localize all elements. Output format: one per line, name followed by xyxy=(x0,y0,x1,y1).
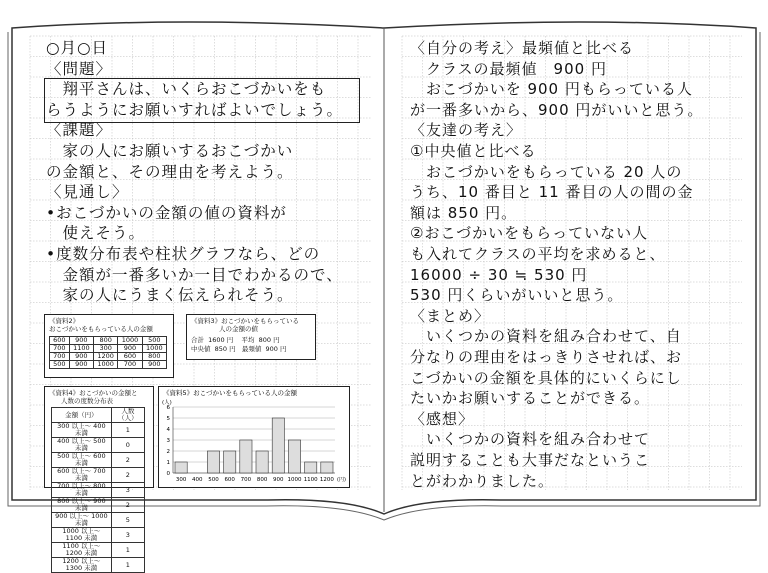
left-lines-line: 使えそう。 xyxy=(46,224,146,243)
doc4-cell: 2 xyxy=(111,498,144,513)
chart-xunit: (円) xyxy=(337,477,346,483)
doc3-panel xyxy=(186,314,316,360)
doc2-cell: 1200 xyxy=(94,353,118,361)
chart-bar xyxy=(224,451,236,473)
doc2-cell: 900 xyxy=(69,361,93,369)
problem-box xyxy=(44,78,360,123)
chart-xtick-label: 1100 xyxy=(303,477,318,483)
doc2-table xyxy=(49,336,167,369)
doc2-cell: 1100 xyxy=(69,345,93,353)
right-lines-line: 〈友達の考え〉 xyxy=(410,121,523,140)
chart-bar xyxy=(288,440,300,473)
chart-bar xyxy=(272,418,284,473)
right-lines-line: 〈まとめ〉 xyxy=(410,306,491,325)
doc4-cell: 600 以上〜 700 未満 xyxy=(52,468,112,483)
left-lines-line: 家の人にお願いするおこづかい xyxy=(46,142,294,160)
doc3-label-mean: 平均 xyxy=(241,336,255,344)
doc4-cell: 700 以上〜 800 未満 xyxy=(52,483,112,498)
doc4-cell: 1 xyxy=(111,543,144,558)
left-lines-line: 〈見通し〉 xyxy=(46,183,129,202)
chart-xtick-label: 400 xyxy=(192,477,203,483)
doc2-cell: 800 xyxy=(142,353,166,361)
left-lines-line: ○月○日 xyxy=(46,39,109,57)
left-lines-line: •度数分布表や柱状グラフなら、どの xyxy=(46,245,321,263)
chart-ytick-label: 2 xyxy=(166,449,170,455)
doc4-cell: 1 xyxy=(111,558,144,573)
chart-xtick-label: 800 xyxy=(256,477,268,483)
right-lines-line: いくつかの資料を組み合わせて、自 xyxy=(410,327,682,346)
chart-ytick-label: 1 xyxy=(166,460,170,466)
doc4-subtitle: 人数の度数分布表 xyxy=(61,397,113,405)
left-lines-line: 〈課題〉 xyxy=(46,121,113,140)
doc2-cell: 900 xyxy=(69,337,93,345)
right-lines-line: 額は 850 円。 xyxy=(410,203,518,222)
doc2-cell: 600 xyxy=(50,337,70,345)
doc4-header: 金額（円） xyxy=(52,408,112,423)
right-lines-line: 〈感想〉 xyxy=(410,409,475,428)
doc3-value-total: 1600 円 xyxy=(208,336,234,344)
left-lines-line: 翔平さんは、いくらおこづかいをも xyxy=(46,80,327,99)
chart-xtick-label: 700 xyxy=(240,477,252,483)
doc4-cell: 1000 以上〜 1100 未満 xyxy=(52,528,112,543)
doc4-cell: 500 以上〜 600 未満 xyxy=(52,453,112,468)
doc2-panel xyxy=(44,314,174,378)
doc2-cell: 1000 xyxy=(118,337,142,345)
chart-xtick-label: 900 xyxy=(273,477,284,483)
doc3-title: 《資料3》おこづかいをもらっている xyxy=(191,317,300,325)
doc3-value-mean: 800 円 xyxy=(258,336,280,344)
right-lines-line: こづかいの金額を具体的にいくらにし xyxy=(410,368,682,387)
right-lines-line: ②おこづかいをもらっていない人 xyxy=(410,224,649,243)
doc4-cell: 2 xyxy=(111,453,144,468)
chart-xtick-label: 500 xyxy=(208,477,219,483)
right-lines-line: が一番多いから、900 円がいいと思う。 xyxy=(410,100,704,119)
doc4-cell: 5 xyxy=(111,513,144,528)
doc2-cell: 500 xyxy=(50,361,70,369)
chart-ytick-label: 0 xyxy=(166,471,170,477)
doc4-cell: 3 xyxy=(111,528,144,543)
chart-ytick-label: 4 xyxy=(166,427,170,433)
right-lines-line: 16000 ÷ 30 ≒ 530 円 xyxy=(410,265,588,284)
doc2-cell: 900 xyxy=(142,361,166,369)
chart-xtick-label: 1200 xyxy=(319,477,334,483)
right-lines-line: ①中央値と比べる xyxy=(410,142,537,160)
doc4-header: 人数（人） xyxy=(111,408,144,423)
chart-xtick-label: 600 xyxy=(224,477,235,483)
right-lines-line: 説明することも大事だなというこ xyxy=(410,451,651,469)
chart-xtick-label: 1000 xyxy=(287,477,302,483)
right-lines-line: クラスの最頻値 900 円 xyxy=(410,59,607,78)
doc2-cell: 600 xyxy=(118,353,142,361)
right-lines-line: おこづかいをもらっている 20 人の xyxy=(410,162,683,181)
doc3-subtitle: 人の金額の値 xyxy=(219,325,258,333)
doc2-title: 《資料2》 xyxy=(49,317,80,325)
doc4-cell: 1200 以上〜 1300 未満 xyxy=(52,558,112,573)
doc2-cell: 700 xyxy=(50,353,70,361)
chart-title: 《資料5》おこづかいをもらっている人の金額 xyxy=(163,389,298,397)
chart-ytick-label: 5 xyxy=(166,416,170,422)
doc4-cell: 900 以上〜 1000 未満 xyxy=(52,513,112,528)
doc2-cell: 500 xyxy=(142,337,166,345)
right-lines-line: 530 円くらいがいいと思う。 xyxy=(410,286,624,305)
left-lines-line: 金額が一番多いか一目でわかるので、 xyxy=(46,265,343,284)
chart-bar xyxy=(175,462,187,473)
right-lines-line: 分なりの理由をはっきりさせれば、お xyxy=(410,348,683,366)
doc2-subtitle: おこづかいをもらっている人の金額 xyxy=(49,325,153,333)
right-lines-line: おこづかいを 900 円もらっている人 xyxy=(410,80,693,99)
right-lines-line: も入れてクラスの平均を求めると、 xyxy=(410,245,666,263)
doc3-label-mode: 最頻値 xyxy=(241,345,262,353)
doc3-value-median: 850 円 xyxy=(214,345,236,353)
doc2-cell: 900 xyxy=(69,353,93,361)
doc4-cell: 400 以上〜 500 未満 xyxy=(52,438,112,453)
doc4-cell: 1100 以上〜 1200 未満 xyxy=(52,543,112,558)
chart-bar xyxy=(256,451,268,473)
doc3-row1 xyxy=(191,336,280,344)
left-lines-line: の金額と、その理由を考えよう。 xyxy=(46,162,294,181)
chart-ytick-label: 3 xyxy=(166,438,170,444)
chart-xtick-label: 300 xyxy=(175,477,187,483)
doc4-cell: 300 以上〜 400 未満 xyxy=(52,423,112,438)
chart-bar xyxy=(207,451,219,473)
right-lines-line: うち、10 番目と 11 番目の人の間の金 xyxy=(410,183,694,202)
doc4-table xyxy=(51,407,145,573)
right-lines-line: たいかお願いすることができる。 xyxy=(410,389,651,408)
doc2-cell: 900 xyxy=(118,345,142,353)
left-lines-line: •おこづかいの金額の値の資料が xyxy=(46,203,287,222)
doc4-panel xyxy=(44,386,154,572)
doc2-cell: 300 xyxy=(94,345,118,353)
frequency-histogram xyxy=(159,387,349,487)
doc4-cell: 1 xyxy=(111,423,144,438)
chart-ylabel: (人) xyxy=(162,400,172,406)
left-lines-line: 家の人にうまく伝えられそう。 xyxy=(46,286,294,305)
chart-bar xyxy=(240,440,252,473)
doc4-cell: 3 xyxy=(111,483,144,498)
chart-ytick-label: 6 xyxy=(166,405,170,411)
chart-bar xyxy=(321,462,333,473)
left-lines-line: 〈問題〉 xyxy=(46,59,113,78)
right-lines-line: とがわかりました。 xyxy=(410,471,555,490)
doc3-value-mode: 900 円 xyxy=(265,345,287,353)
doc2-cell: 1000 xyxy=(94,361,118,369)
doc2-cell: 700 xyxy=(50,345,70,353)
left-lines-line: らうようにお願いすればよいでしょう。 xyxy=(46,100,344,119)
chart-bar xyxy=(305,462,317,473)
right-lines-line: いくつかの資料を組み合わせて xyxy=(410,430,651,449)
doc4-cell: 800 以上〜 900 未満 xyxy=(52,498,112,513)
doc5-panel xyxy=(158,386,350,488)
doc4-cell: 2 xyxy=(111,468,144,483)
doc2-cell: 1000 xyxy=(142,345,166,353)
doc3-row2 xyxy=(191,345,286,353)
doc2-cell: 800 xyxy=(94,337,118,345)
doc4-title: 《資料4》おこづかいの金額と xyxy=(49,389,138,397)
doc3-label-total: 合計 xyxy=(191,336,204,344)
doc4-cell: 0 xyxy=(111,438,144,453)
doc2-cell: 700 xyxy=(118,361,142,369)
right-lines-line: 〈自分の考え〉最頻値と比べる xyxy=(410,39,635,57)
doc3-label-median: 中央値 xyxy=(191,345,211,353)
